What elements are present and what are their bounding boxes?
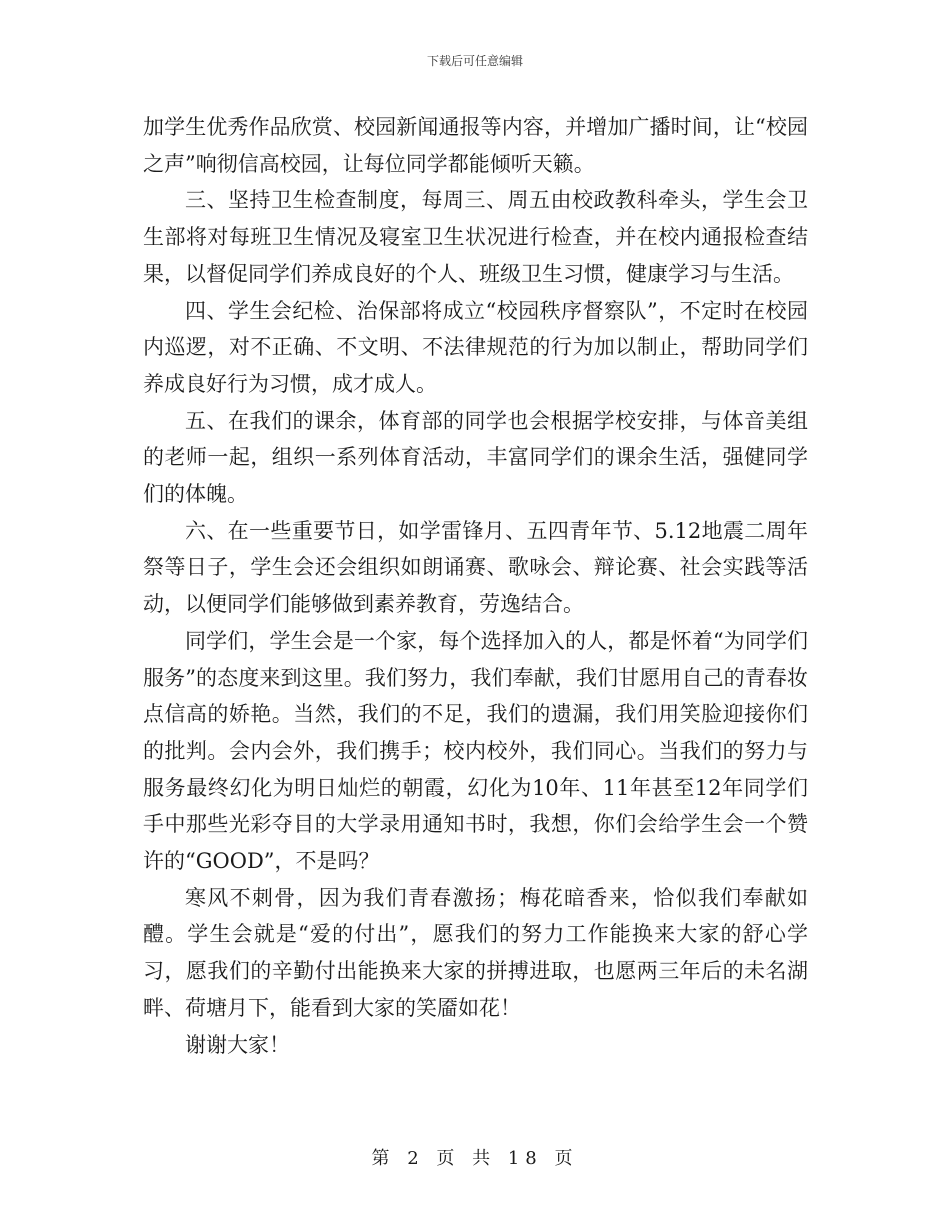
- paragraph-7: 寒风不刺骨，因为我们青春激扬；梅花暗香来，恰似我们奉献如醴。学生会就是“爱的付出”，愿我们的努力工作能换来大家的舒心学习，愿我们的辛勤付出能换来大家的拼搏进取，也愿两三年后的未名湖畔、荷塘月下，能看到大家的笑靥如花！: [143, 885, 808, 1020]
- paragraph-2: 三、坚持卫生检查制度，每周三、周五由校政教科牵头，学生会卫生部将对每班卫生情况及寝室卫生状况进行检查，并在校内通报检查结果，以督促同学们养成良好的个人、班级卫生习惯，健康学习与生活。: [143, 188, 808, 286]
- document-body: [143, 109, 808, 1063]
- paragraph-3: 四、学生会纪检、治保部将成立“校园秩序督察队”，不定时在校园内巡逻，对不正确、不文明、不法律规范的行为加以制止，帮助同学们养成良好行为习惯，成才成人。: [143, 298, 808, 396]
- paragraph-1: 加学生优秀作品欣赏、校园新闻通报等内容，并增加广播时间，让“校园之声”响彻信高校园，让每位同学都能倾听天籁。: [143, 115, 808, 176]
- paragraph-6: 同学们，学生会是一个家，每个选择加入的人，都是怀着“为同学们服务”的态度来到这里。我们努力，我们奉献，我们甘愿用自己的青春妆点信高的娇艳。当然，我们的不足，我们的遗漏，我们用笑脸迎接你们的批判。会内会外，我们携手；校内校外，我们同心。当我们的努力与服务最终幻化为明日灿烂的朝霞，幻化为10年、11年甚至12年同学们手中那些光彩夺目的大学录用通知书时，我想，你们会给学生会一个赞许的“GOOD”，不是吗？: [143, 628, 808, 874]
- paragraph-4: 五、在我们的课余，体育部的同学也会根据学校安排，与体音美组的老师一起，组织一系列体育活动，丰富同学们的课余生活，强健同学们的体魄。: [143, 408, 808, 507]
- page-number-footer: 第 2 页 共 18 页: [371, 1148, 579, 1169]
- paragraph-8: 谢谢大家！: [185, 1032, 290, 1057]
- page-header: 下载后可任意编辑: [426, 54, 523, 68]
- paragraph-5: 六、在一些重要节日，如学雷锋月、五四青年节、5.12地震二周年祭等日子，学生会还会组织如朗诵赛、歌咏会、辩论赛、社会实践等活动，以便同学们能够做到素养教育，劳逸结合。: [143, 518, 808, 617]
